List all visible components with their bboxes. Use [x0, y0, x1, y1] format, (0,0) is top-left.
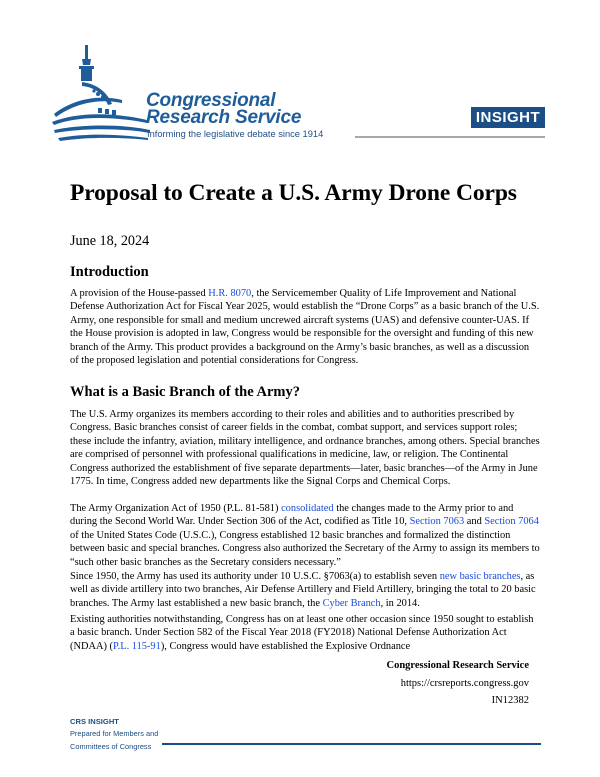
paragraph: The U.S. Army organizes its members according to their roles and abilities and to authorities prescribed by Congress. Basic branches consist of career fields in the combat, combat support, and services support roles; these include the infantry, aviation, military intelligence, and ordnance branches, among others. Special branches are comprised of personnel with professional qualifications in medicine, law, or religion. The Continental Congress authorized the establishment of five separate departments—later, basic branches—of the Army in June 1775. In time, Congress added new departments like the Signal Corps and Chemical Corps.: [70, 409, 540, 488]
inline-link[interactable]: Section 7064: [484, 516, 539, 528]
tagline: Informing the legislative debate since 1914: [147, 129, 324, 139]
inline-link[interactable]: new basic branches: [439, 571, 521, 582]
section-heading-introduction: Introduction: [70, 264, 149, 280]
tagline-divider: [355, 136, 545, 138]
paragraph: The Army Organization Act of 1950 (P.L. 81-581) consolidated the changes made to the Army prior to and during the Second World War. Under Section 306 of the Act, codified as Title 10, Section 7063 and Section 7064 of the United States Code (U.S.C.), Congress established 12 basic branches and formalized the distinction between basic and special branches. Congress also authorized the Secretary of the Army to assign its members to “such other basic branches as the Secretary considers necessary.”: [70, 503, 540, 568]
paragraph: A provision of the House-passed H.R. 8070, the Servicemember Quality of Life Improvement and National Defense Authorization Act for Fiscal Year 2025, would establish the “Drone Corps” as a basic branch of the U.S. Army, one responsible for small and medium uncrewed aircraft systems (UAS) and defensive counter-UAS. If the House provision is adopted in law, Congress would be responsible for the oversight and funding of this new branch of the Army. This product provides a background on the Army’s basic branches, as well as a discussion of the proposed legislation and potential considerations for Congress.: [70, 288, 540, 367]
page-title: Proposal to Create a U.S. Army Drone Corps: [70, 180, 517, 206]
brand-line-1: Congressional: [146, 90, 276, 111]
crs-brand-name: [146, 92, 301, 126]
prepared-line-1: Prepared for Members and: [70, 729, 159, 738]
inline-link[interactable]: Cyber Branch: [322, 597, 381, 609]
capitol-dome-icon: [52, 42, 152, 142]
inline-link[interactable]: Section 7063: [409, 516, 465, 528]
footer-organization: Congressional Research Service: [386, 660, 529, 671]
footer-divider: [162, 743, 541, 745]
brand-line-2: Research Service: [146, 107, 302, 128]
footer-url-link[interactable]: https://crsreports.congress.gov: [400, 678, 529, 689]
series-label: CRS INSIGHT: [70, 717, 119, 726]
prepared-line-2: Committees of Congress: [70, 742, 152, 751]
insight-badge: INSIGHT: [471, 107, 545, 128]
paragraph: Existing authorities notwithstanding, Congress has on at least one other occasion since 1950 sought to establish a basic branch. Under Section 582 of the Fiscal Year 2018 (FY2018) National Defense Authorization Act (NDAA) (P.L. 115-91), Congress would have established the Explosive Ordnance: [70, 614, 534, 652]
inline-link[interactable]: H.R. 8070: [208, 288, 252, 299]
publication-date: June 18, 2024: [70, 233, 150, 249]
prepared-for: [70, 727, 158, 753]
section-heading-basic-branch: What is a Basic Branch of the Army?: [70, 384, 300, 400]
report-id: IN12382: [491, 695, 529, 706]
inline-link[interactable]: P.L. 115-91: [113, 640, 161, 652]
paragraph: Since 1950, the Army has used its authority under 10 U.S.C. §7063(a) to establish seven new basic branches, as well as divide artillery into two branches, Air Defense Artillery and Field Artillery, bringing the total to 20 basic branches. The Army last established a new basic branch, the Cyber Branch, in 2014.: [70, 571, 536, 609]
inline-link[interactable]: consolidated: [281, 503, 334, 514]
